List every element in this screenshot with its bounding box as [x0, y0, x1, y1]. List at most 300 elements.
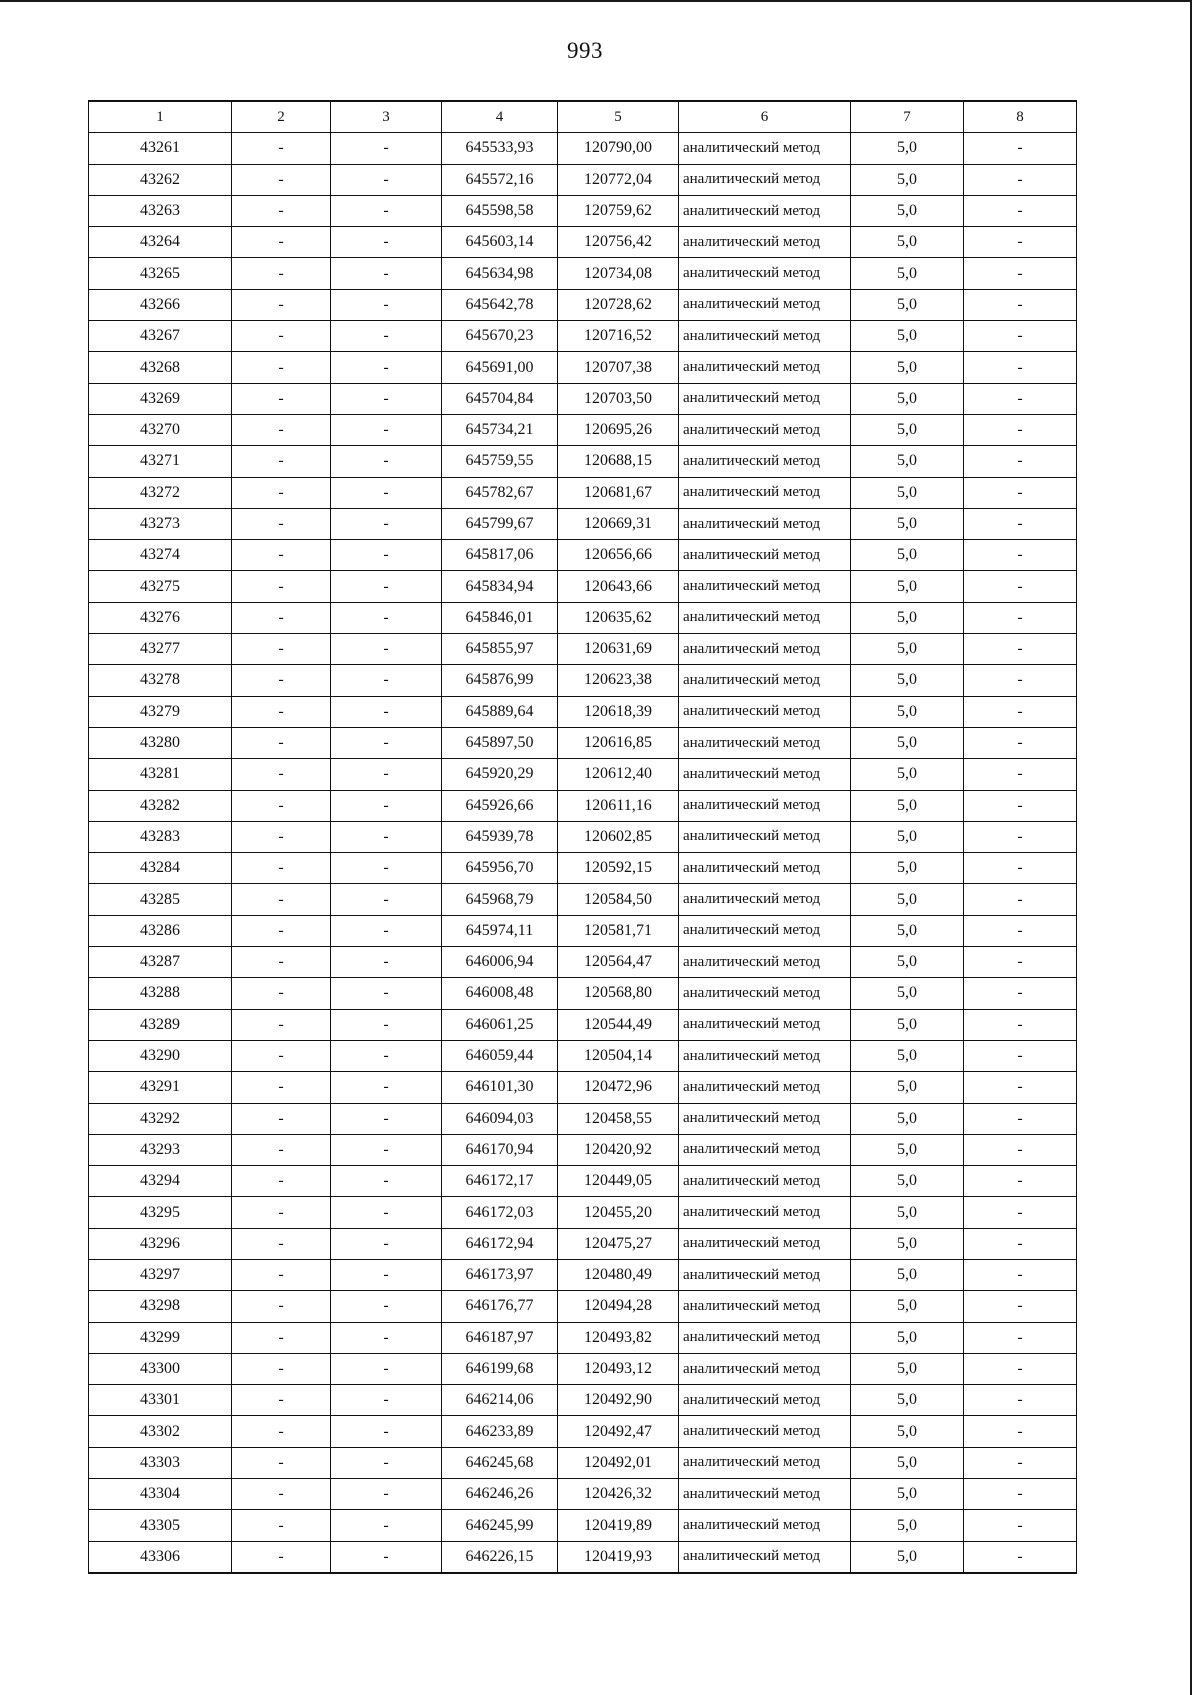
y-coordinate: 120494,28 — [558, 1291, 679, 1322]
y-coordinate: 120681,67 — [558, 477, 679, 508]
col-3-value: - — [331, 790, 442, 821]
col-8-value: - — [964, 414, 1077, 445]
col-2-value: - — [232, 1510, 331, 1541]
accuracy: 5,0 — [851, 321, 964, 352]
scan-top-border — [0, 0, 1190, 2]
point-number: 43282 — [89, 790, 232, 821]
method: аналитический метод — [679, 1072, 851, 1103]
col-3-value: - — [331, 540, 442, 571]
point-number: 43265 — [89, 258, 232, 289]
x-coordinate: 646059,44 — [442, 1040, 558, 1071]
table-row — [89, 1228, 1077, 1259]
point-number: 43273 — [89, 508, 232, 539]
col-3-value: - — [331, 727, 442, 758]
col-8-value: - — [964, 1416, 1077, 1447]
col-3-value: - — [331, 884, 442, 915]
point-number: 43270 — [89, 414, 232, 445]
method: аналитический метод — [679, 1353, 851, 1384]
col-3-value: - — [331, 696, 442, 727]
point-number: 43288 — [89, 978, 232, 1009]
x-coordinate: 645855,97 — [442, 634, 558, 665]
col-2-value: - — [232, 446, 331, 477]
col-8-value: - — [964, 508, 1077, 539]
col-3-value: - — [331, 947, 442, 978]
accuracy: 5,0 — [851, 1541, 964, 1573]
method: аналитический метод — [679, 508, 851, 539]
x-coordinate: 645920,29 — [442, 759, 558, 790]
point-number: 43268 — [89, 352, 232, 383]
table-row — [89, 1259, 1077, 1290]
x-coordinate: 646245,99 — [442, 1510, 558, 1541]
col-3-value: - — [331, 1353, 442, 1384]
col-2-value: - — [232, 759, 331, 790]
accuracy: 5,0 — [851, 1447, 964, 1478]
y-coordinate: 120695,26 — [558, 414, 679, 445]
point-number: 43277 — [89, 634, 232, 665]
accuracy: 5,0 — [851, 540, 964, 571]
table-row — [89, 289, 1077, 320]
accuracy: 5,0 — [851, 634, 964, 665]
col-3-value: - — [331, 915, 442, 946]
method: аналитический метод — [679, 1166, 851, 1197]
col-3-value: - — [331, 195, 442, 226]
x-coordinate: 645817,06 — [442, 540, 558, 571]
col-2-value: - — [232, 321, 331, 352]
col-2-value: - — [232, 884, 331, 915]
table-row — [89, 1166, 1077, 1197]
accuracy: 5,0 — [851, 915, 964, 946]
accuracy: 5,0 — [851, 759, 964, 790]
accuracy: 5,0 — [851, 477, 964, 508]
method: аналитический метод — [679, 1510, 851, 1541]
table-row — [89, 727, 1077, 758]
col-2-value: - — [232, 1541, 331, 1573]
method: аналитический метод — [679, 195, 851, 226]
point-number: 43269 — [89, 383, 232, 414]
col-2-value: - — [232, 164, 331, 195]
method: аналитический метод — [679, 1134, 851, 1165]
y-coordinate: 120492,01 — [558, 1447, 679, 1478]
table-row — [89, 1009, 1077, 1040]
col-8-value: - — [964, 1385, 1077, 1416]
point-number: 43276 — [89, 602, 232, 633]
method: аналитический метод — [679, 1040, 851, 1071]
col-8-value: - — [964, 227, 1077, 258]
table-row — [89, 1134, 1077, 1165]
y-coordinate: 120612,40 — [558, 759, 679, 790]
col-3-value: - — [331, 821, 442, 852]
col-8-value: - — [964, 1291, 1077, 1322]
method: аналитический метод — [679, 540, 851, 571]
accuracy: 5,0 — [851, 1259, 964, 1290]
accuracy: 5,0 — [851, 1134, 964, 1165]
point-number: 43292 — [89, 1103, 232, 1134]
table-row — [89, 164, 1077, 195]
point-number: 43306 — [89, 1541, 232, 1573]
column-header: 4 — [442, 101, 558, 133]
y-coordinate: 120734,08 — [558, 258, 679, 289]
y-coordinate: 120616,85 — [558, 727, 679, 758]
y-coordinate: 120623,38 — [558, 665, 679, 696]
accuracy: 5,0 — [851, 383, 964, 414]
method: аналитический метод — [679, 790, 851, 821]
point-number: 43275 — [89, 571, 232, 602]
col-3-value: - — [331, 1072, 442, 1103]
point-number: 43296 — [89, 1228, 232, 1259]
table-row — [89, 853, 1077, 884]
point-number: 43262 — [89, 164, 232, 195]
method: аналитический метод — [679, 821, 851, 852]
col-2-value: - — [232, 1322, 331, 1353]
point-number: 43294 — [89, 1166, 232, 1197]
col-2-value: - — [232, 665, 331, 696]
col-3-value: - — [331, 1385, 442, 1416]
accuracy: 5,0 — [851, 602, 964, 633]
accuracy: 5,0 — [851, 1040, 964, 1071]
method: аналитический метод — [679, 477, 851, 508]
col-3-value: - — [331, 1134, 442, 1165]
method: аналитический метод — [679, 446, 851, 477]
table-row — [89, 540, 1077, 571]
method: аналитический метод — [679, 1291, 851, 1322]
x-coordinate: 646176,77 — [442, 1291, 558, 1322]
point-number: 43289 — [89, 1009, 232, 1040]
accuracy: 5,0 — [851, 947, 964, 978]
col-2-value: - — [232, 1134, 331, 1165]
table-row — [89, 1479, 1077, 1510]
x-coordinate: 645634,98 — [442, 258, 558, 289]
col-3-value: - — [331, 258, 442, 289]
accuracy: 5,0 — [851, 1353, 964, 1384]
col-3-value: - — [331, 759, 442, 790]
col-3-value: - — [331, 1103, 442, 1134]
col-3-value: - — [331, 164, 442, 195]
y-coordinate: 120493,82 — [558, 1322, 679, 1353]
x-coordinate: 645734,21 — [442, 414, 558, 445]
method: аналитический метод — [679, 321, 851, 352]
x-coordinate: 646094,03 — [442, 1103, 558, 1134]
col-8-value: - — [964, 477, 1077, 508]
col-8-value: - — [964, 133, 1077, 164]
accuracy: 5,0 — [851, 978, 964, 1009]
col-8-value: - — [964, 540, 1077, 571]
method: аналитический метод — [679, 1228, 851, 1259]
point-number: 43283 — [89, 821, 232, 852]
accuracy: 5,0 — [851, 853, 964, 884]
table-row — [89, 227, 1077, 258]
y-coordinate: 120772,04 — [558, 164, 679, 195]
col-3-value: - — [331, 1197, 442, 1228]
column-header: 5 — [558, 101, 679, 133]
col-8-value: - — [964, 258, 1077, 289]
y-coordinate: 120419,89 — [558, 1510, 679, 1541]
point-number: 43286 — [89, 915, 232, 946]
x-coordinate: 645759,55 — [442, 446, 558, 477]
col-8-value: - — [964, 446, 1077, 477]
y-coordinate: 120669,31 — [558, 508, 679, 539]
method: аналитический метод — [679, 1197, 851, 1228]
accuracy: 5,0 — [851, 164, 964, 195]
table-body — [89, 133, 1077, 1573]
point-number: 43291 — [89, 1072, 232, 1103]
method: аналитический метод — [679, 947, 851, 978]
point-number: 43264 — [89, 227, 232, 258]
x-coordinate: 645691,00 — [442, 352, 558, 383]
x-coordinate: 645876,99 — [442, 665, 558, 696]
point-number: 43303 — [89, 1447, 232, 1478]
accuracy: 5,0 — [851, 1072, 964, 1103]
col-3-value: - — [331, 1510, 442, 1541]
point-number: 43279 — [89, 696, 232, 727]
method: аналитический метод — [679, 133, 851, 164]
col-2-value: - — [232, 258, 331, 289]
x-coordinate: 645956,70 — [442, 853, 558, 884]
y-coordinate: 120756,42 — [558, 227, 679, 258]
col-3-value: - — [331, 1416, 442, 1447]
scan-right-border — [1190, 0, 1192, 1695]
col-8-value: - — [964, 821, 1077, 852]
method: аналитический метод — [679, 414, 851, 445]
col-3-value: - — [331, 289, 442, 320]
point-number: 43285 — [89, 884, 232, 915]
col-8-value: - — [964, 1322, 1077, 1353]
x-coordinate: 646101,30 — [442, 1072, 558, 1103]
col-2-value: - — [232, 1291, 331, 1322]
col-8-value: - — [964, 1103, 1077, 1134]
column-header: 3 — [331, 101, 442, 133]
table-row — [89, 696, 1077, 727]
method: аналитический метод — [679, 227, 851, 258]
col-8-value: - — [964, 571, 1077, 602]
col-8-value: - — [964, 1510, 1077, 1541]
x-coordinate: 645603,14 — [442, 227, 558, 258]
col-8-value: - — [964, 1166, 1077, 1197]
x-coordinate: 646199,68 — [442, 1353, 558, 1384]
col-8-value: - — [964, 634, 1077, 665]
col-3-value: - — [331, 446, 442, 477]
point-number: 43281 — [89, 759, 232, 790]
point-number: 43301 — [89, 1385, 232, 1416]
table-row — [89, 1322, 1077, 1353]
y-coordinate: 120581,71 — [558, 915, 679, 946]
y-coordinate: 120544,49 — [558, 1009, 679, 1040]
col-3-value: - — [331, 1259, 442, 1290]
column-header: 8 — [964, 101, 1077, 133]
x-coordinate: 645598,58 — [442, 195, 558, 226]
col-3-value: - — [331, 508, 442, 539]
accuracy: 5,0 — [851, 133, 964, 164]
col-8-value: - — [964, 1259, 1077, 1290]
y-coordinate: 120584,50 — [558, 884, 679, 915]
col-2-value: - — [232, 696, 331, 727]
col-2-value: - — [232, 978, 331, 1009]
x-coordinate: 645670,23 — [442, 321, 558, 352]
x-coordinate: 646172,17 — [442, 1166, 558, 1197]
table-row — [89, 1447, 1077, 1478]
col-8-value: - — [964, 1541, 1077, 1573]
x-coordinate: 646061,25 — [442, 1009, 558, 1040]
method: аналитический метод — [679, 1103, 851, 1134]
y-coordinate: 120472,96 — [558, 1072, 679, 1103]
y-coordinate: 120611,16 — [558, 790, 679, 821]
y-coordinate: 120449,05 — [558, 1166, 679, 1197]
accuracy: 5,0 — [851, 352, 964, 383]
point-number: 43263 — [89, 195, 232, 226]
column-header: 6 — [679, 101, 851, 133]
method: аналитический метод — [679, 915, 851, 946]
table-row — [89, 1197, 1077, 1228]
x-coordinate: 645968,79 — [442, 884, 558, 915]
x-coordinate: 646245,68 — [442, 1447, 558, 1478]
point-number: 43304 — [89, 1479, 232, 1510]
point-number: 43295 — [89, 1197, 232, 1228]
point-number: 43287 — [89, 947, 232, 978]
table-row — [89, 790, 1077, 821]
table-row — [89, 915, 1077, 946]
y-coordinate: 120564,47 — [558, 947, 679, 978]
table-row — [89, 602, 1077, 633]
col-2-value: - — [232, 133, 331, 164]
y-coordinate: 120688,15 — [558, 446, 679, 477]
point-number: 43298 — [89, 1291, 232, 1322]
point-number: 43266 — [89, 289, 232, 320]
accuracy: 5,0 — [851, 1416, 964, 1447]
col-3-value: - — [331, 1228, 442, 1259]
table-row — [89, 571, 1077, 602]
point-number: 43271 — [89, 446, 232, 477]
y-coordinate: 120426,32 — [558, 1479, 679, 1510]
method: аналитический метод — [679, 884, 851, 915]
y-coordinate: 120492,47 — [558, 1416, 679, 1447]
accuracy: 5,0 — [851, 1228, 964, 1259]
x-coordinate: 646187,97 — [442, 1322, 558, 1353]
point-number: 43278 — [89, 665, 232, 696]
point-number: 43261 — [89, 133, 232, 164]
col-3-value: - — [331, 1291, 442, 1322]
column-header: 1 — [89, 101, 232, 133]
y-coordinate: 120656,66 — [558, 540, 679, 571]
table-row — [89, 1353, 1077, 1384]
col-2-value: - — [232, 634, 331, 665]
table-row — [89, 1541, 1077, 1573]
col-8-value: - — [964, 1009, 1077, 1040]
x-coordinate: 645533,93 — [442, 133, 558, 164]
col-2-value: - — [232, 477, 331, 508]
col-8-value: - — [964, 727, 1077, 758]
method: аналитический метод — [679, 1447, 851, 1478]
table-row — [89, 1103, 1077, 1134]
method: аналитический метод — [679, 571, 851, 602]
accuracy: 5,0 — [851, 665, 964, 696]
col-3-value: - — [331, 853, 442, 884]
col-2-value: - — [232, 1479, 331, 1510]
x-coordinate: 645939,78 — [442, 821, 558, 852]
col-8-value: - — [964, 665, 1077, 696]
table-row — [89, 978, 1077, 1009]
x-coordinate: 646172,94 — [442, 1228, 558, 1259]
col-3-value: - — [331, 414, 442, 445]
point-number: 43297 — [89, 1259, 232, 1290]
col-8-value: - — [964, 383, 1077, 414]
col-2-value: - — [232, 1103, 331, 1134]
col-3-value: - — [331, 1447, 442, 1478]
col-2-value: - — [232, 1447, 331, 1478]
y-coordinate: 120475,27 — [558, 1228, 679, 1259]
col-2-value: - — [232, 1009, 331, 1040]
col-2-value: - — [232, 1385, 331, 1416]
accuracy: 5,0 — [851, 821, 964, 852]
method: аналитический метод — [679, 289, 851, 320]
col-2-value: - — [232, 571, 331, 602]
x-coordinate: 645782,67 — [442, 477, 558, 508]
y-coordinate: 120568,80 — [558, 978, 679, 1009]
method: аналитический метод — [679, 696, 851, 727]
method: аналитический метод — [679, 383, 851, 414]
accuracy: 5,0 — [851, 1510, 964, 1541]
accuracy: 5,0 — [851, 195, 964, 226]
x-coordinate: 645846,01 — [442, 602, 558, 633]
x-coordinate: 645897,50 — [442, 727, 558, 758]
col-2-value: - — [232, 289, 331, 320]
method: аналитический метод — [679, 759, 851, 790]
y-coordinate: 120790,00 — [558, 133, 679, 164]
point-number: 43267 — [89, 321, 232, 352]
col-8-value: - — [964, 289, 1077, 320]
method: аналитический метод — [679, 164, 851, 195]
col-3-value: - — [331, 602, 442, 633]
col-8-value: - — [964, 1479, 1077, 1510]
point-number: 43274 — [89, 540, 232, 571]
col-3-value: - — [331, 571, 442, 602]
y-coordinate: 120493,12 — [558, 1353, 679, 1384]
method: аналитический метод — [679, 1541, 851, 1573]
point-number: 43293 — [89, 1134, 232, 1165]
table-row — [89, 258, 1077, 289]
x-coordinate: 645834,94 — [442, 571, 558, 602]
x-coordinate: 646173,97 — [442, 1259, 558, 1290]
method: аналитический метод — [679, 1259, 851, 1290]
col-2-value: - — [232, 508, 331, 539]
col-3-value: - — [331, 1541, 442, 1573]
x-coordinate: 645974,11 — [442, 915, 558, 946]
col-8-value: - — [964, 915, 1077, 946]
col-8-value: - — [964, 1447, 1077, 1478]
accuracy: 5,0 — [851, 289, 964, 320]
y-coordinate: 120759,62 — [558, 195, 679, 226]
x-coordinate: 645642,78 — [442, 289, 558, 320]
col-2-value: - — [232, 1259, 331, 1290]
col-8-value: - — [964, 978, 1077, 1009]
col-2-value: - — [232, 540, 331, 571]
col-8-value: - — [964, 1134, 1077, 1165]
x-coordinate: 646008,48 — [442, 978, 558, 1009]
accuracy: 5,0 — [851, 1291, 964, 1322]
column-header: 7 — [851, 101, 964, 133]
x-coordinate: 645799,67 — [442, 508, 558, 539]
y-coordinate: 120592,15 — [558, 853, 679, 884]
col-8-value: - — [964, 602, 1077, 633]
accuracy: 5,0 — [851, 790, 964, 821]
table-row — [89, 821, 1077, 852]
table-row — [89, 947, 1077, 978]
col-8-value: - — [964, 1353, 1077, 1384]
accuracy: 5,0 — [851, 227, 964, 258]
col-3-value: - — [331, 1040, 442, 1071]
method: аналитический метод — [679, 352, 851, 383]
col-3-value: - — [331, 383, 442, 414]
col-3-value: - — [331, 1322, 442, 1353]
point-number: 43272 — [89, 477, 232, 508]
